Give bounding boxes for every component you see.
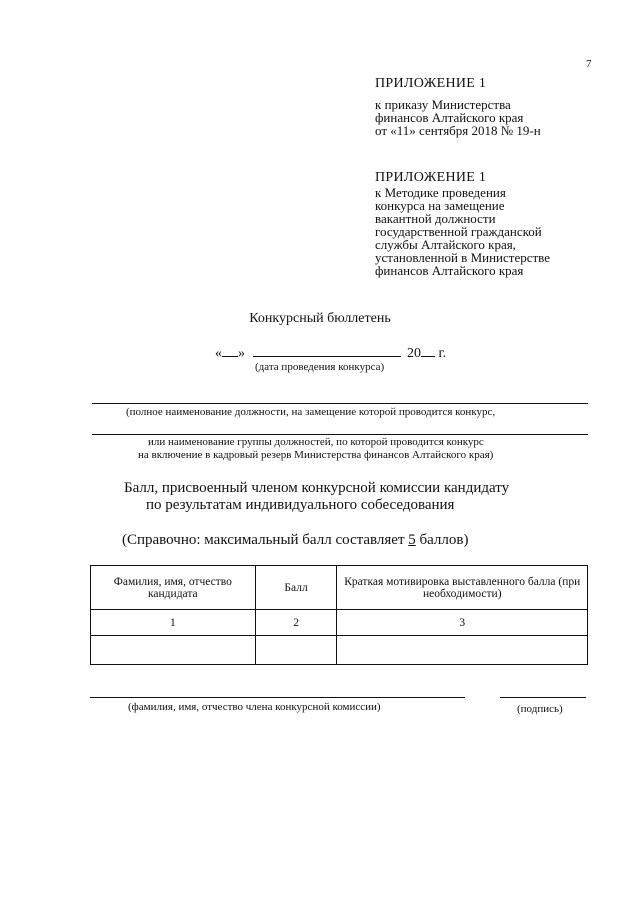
page-number: 7	[586, 58, 592, 70]
appendix-method-line: службы Алтайского края,	[375, 237, 516, 252]
appendix-method-line: финансов Алтайского края	[375, 263, 524, 278]
appendix-title: ПРИЛОЖЕНИЕ 1	[375, 170, 487, 185]
table-entry-row	[91, 636, 588, 665]
max-score-value: 5	[408, 532, 416, 548]
header-score: Балл	[255, 566, 337, 610]
appendix-method-line: конкурса на замещение	[375, 198, 505, 213]
reference-note	[122, 532, 469, 549]
month-blank	[253, 344, 401, 357]
member-name-line	[90, 697, 465, 698]
reference-suffix: баллов)	[415, 532, 469, 548]
header-justification: Краткая мотивировка выставленного балла (при необходимости)	[337, 566, 588, 610]
justification-cell[interactable]	[337, 636, 588, 665]
year-prefix: 20	[407, 346, 421, 361]
reference-prefix: (Справочно: максимальный балл составляет	[122, 532, 409, 548]
appendix-method-line: государственной гражданской	[375, 224, 542, 239]
position-caption-2: или наименование группы должностей, по которой проводится конкурс	[148, 436, 484, 448]
score-heading-line-1: Балл, присвоенный членом конкурсной комиссии кандидату	[124, 480, 510, 496]
column-number: 3	[337, 610, 588, 636]
year-blank	[421, 344, 435, 357]
appendix-order-block	[375, 76, 605, 137]
contest-date-line	[215, 344, 446, 362]
position-line	[92, 403, 588, 404]
position-caption-3: на включение в кадровый резерв Министерства финансов Алтайского края)	[138, 449, 494, 461]
score-table	[90, 565, 588, 665]
document-title: Конкурсный бюллетень	[249, 311, 391, 326]
appendix-order-lines	[375, 98, 605, 137]
signature-caption: (подпись)	[517, 703, 563, 715]
appendix-method-line: к Методике проведения	[375, 185, 506, 200]
position-line-2	[92, 434, 588, 435]
header-candidate-name: Фамилия, имя, отчество кандидата	[91, 566, 256, 610]
table-number-row	[91, 610, 588, 636]
column-number: 1	[91, 610, 256, 636]
score-heading-line-2: по результатам индивидуального собеседования	[146, 497, 455, 513]
close-quote: »	[238, 346, 245, 361]
member-caption: (фамилия, имя, отчество члена конкурсной комиссии)	[128, 701, 381, 713]
appendix-title: ПРИЛОЖЕНИЕ 1	[375, 76, 487, 91]
year-suffix: г.	[438, 346, 447, 361]
appendix-order-line: финансов Алтайского края	[375, 110, 524, 125]
date-caption: (дата проведения конкурса)	[255, 361, 385, 373]
appendix-method-lines	[375, 186, 605, 277]
position-caption: (полное наименование должности, на замещение которой проводится конкурс,	[126, 406, 496, 418]
day-blank	[222, 344, 238, 357]
appendix-method-block	[375, 170, 605, 277]
score-cell[interactable]	[255, 636, 337, 665]
table-header-row	[91, 566, 588, 610]
signature-line	[500, 697, 586, 698]
open-quote: «	[215, 346, 222, 361]
candidate-name-cell[interactable]	[91, 636, 256, 665]
appendix-order-line: к приказу Министерства	[375, 97, 511, 112]
appendix-method-line: установленной в Министерстве	[375, 250, 551, 265]
appendix-order-line: от «11» сентября 2018 № 19-н	[375, 123, 541, 138]
column-number: 2	[255, 610, 337, 636]
appendix-method-line: вакантной должности	[375, 211, 496, 226]
